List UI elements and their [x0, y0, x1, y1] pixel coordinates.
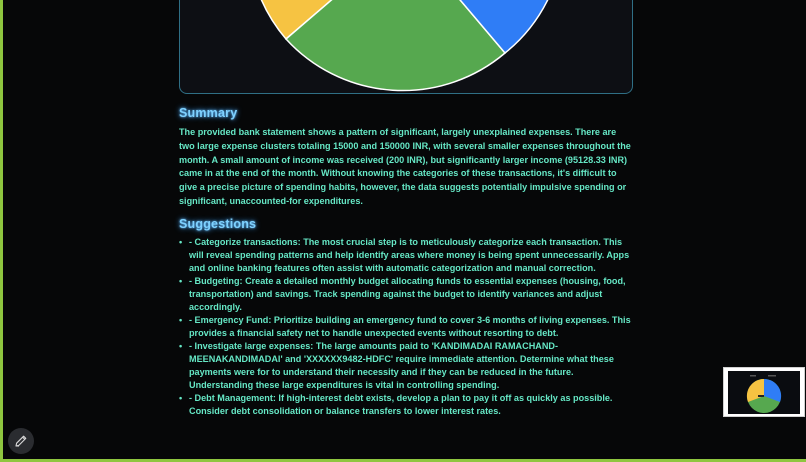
suggestions-heading: Suggestions: [179, 217, 257, 231]
thumbnail-canvas: [728, 371, 800, 414]
summary-heading: Summary: [179, 106, 238, 120]
pie-chart-card: [179, 0, 633, 94]
suggestion-item: • - Investigate large expenses: The large amounts paid to 'KANDIMADAI RAMACHAND-MEENAKANDIMADAI' and 'XXXXXX9482-HDFC' require immediate attention. Determine what these payments were for to understand their necessity and if they can be reduced in the future. Understanding these large expenditures is vital in controlling spending.: [179, 340, 634, 392]
thumbnail-pie: [728, 371, 800, 414]
page-thumbnail-preview[interactable]: [723, 367, 805, 417]
summary-text: The provided bank statement shows a pattern of significant, largely unexplained expenses. There are two large expense clusters totaling 15000 and 150000 INR, with several smaller expenses throughout the month. A small amount of income was received (200 INR), but significantly larger income (95128.33 INR) came in at the end of the month. Without knowing the categories of these transactions, it's difficult to give a precise picture of spending habits, however, the data suggests potentially impulsive spending or significant, unaccounted-for expenditures.: [179, 127, 631, 206]
suggestion-item: • - Categorize transactions: The most crucial step is to meticulously categorize each transaction. This will reveal spending patterns and help identify areas where money is being spent unnecessarily. Apps and online banking features often assist with automatic categorization and manual correction.: [179, 236, 634, 275]
suggestion-item: • - Emergency Fund: Prioritize building an emergency fund to cover 3-6 months of living expenses. This provides a financial safety net to handle unexpected events without resorting to debt.: [179, 314, 634, 340]
suggestion-item: • - Budgeting: Create a detailed monthly budget allocating funds to essential expenses (housing, food, transportation) and savings. Track spending against the budget to identify variances and adjust accordingly.: [179, 275, 634, 314]
pie-chart: [180, 0, 632, 93]
suggestions-list: [179, 236, 634, 418]
frame-border-left: [0, 0, 3, 462]
suggestion-item: • - Debt Management: If high-interest debt exists, develop a plan to pay it off as quickly as possible. Consider debt consolidation or balance transfers to lower interest rates.: [179, 392, 634, 418]
edit-button[interactable]: [8, 428, 34, 454]
pencil-icon: [14, 434, 28, 448]
